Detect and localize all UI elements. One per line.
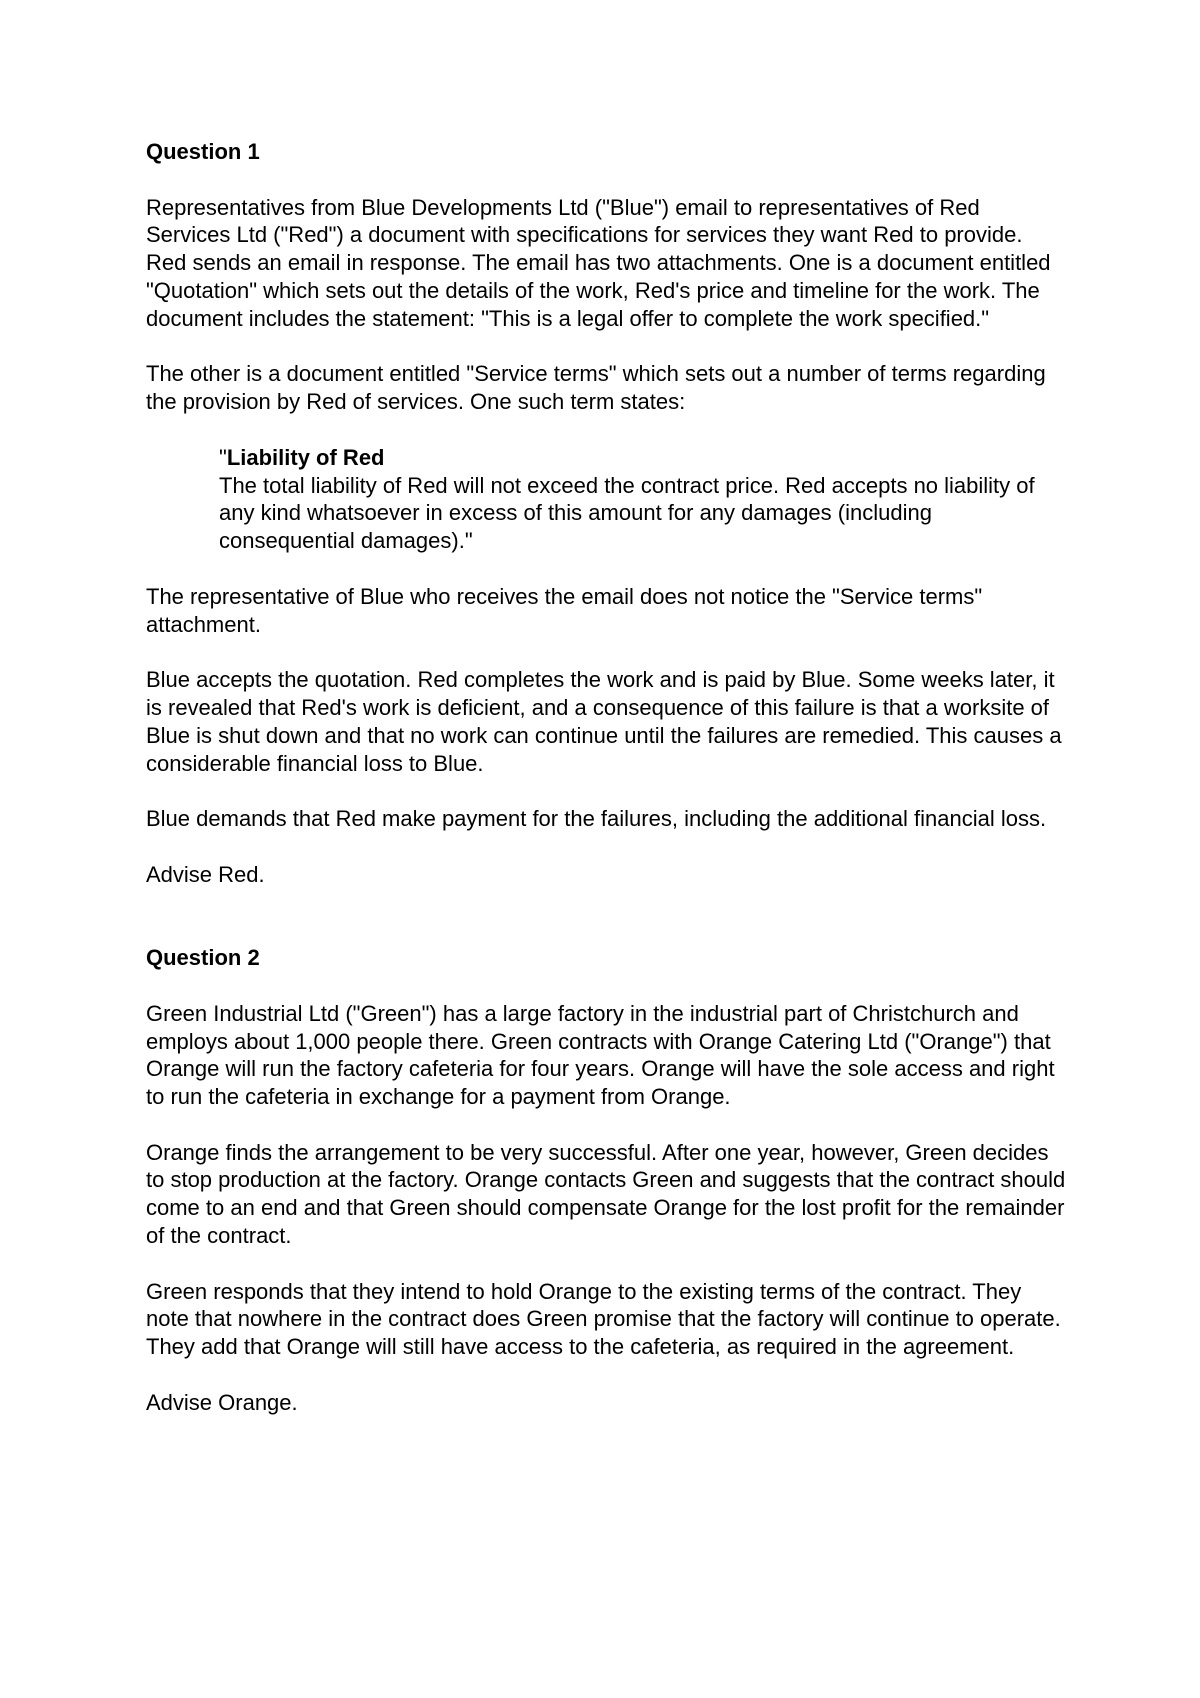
question-1-paragraph-3: The representative of Blue who receives the email does not notice the "Service terms" attachment. — [146, 583, 983, 637]
question-1-paragraph-1: Representatives from Blue Developments Ltd ("Blue") email to representatives of Red Services Ltd ("Red") a document with specifications for services they want Red to provide. Red sends an email in response. The email has two attachments. One is a document entitled "Quotation" which sets out the details of the work, Red's price and timeline for the work. The document includes the statement: "This is a legal offer to complete the work specified." — [146, 194, 1051, 331]
section-spacer — [146, 916, 1066, 944]
document-page — [146, 138, 1066, 1444]
question-1-instruction: Advise Red. — [146, 861, 265, 887]
liability-clause-body: The total liability of Red will not exceed the contract price. Red accepts no liability of any kind whatsoever in excess of this amount for any damages (including consequential damages)." — [219, 472, 1035, 554]
question-2-instruction: Advise Orange. — [146, 1389, 298, 1415]
question-2-paragraph-2: Orange finds the arrangement to be very successful. After one year, however, Green decides to stop production at the factory. Orange contacts Green and suggests that the contract should come to an end and that Green should compensate Orange for the lost profit for the remainder of the contract. — [146, 1139, 1066, 1249]
question-2-paragraph-1: Green Industrial Ltd ("Green") has a large factory in the industrial part of Christchurch and employs about 1,000 people there. Green contracts with Orange Catering Ltd ("Orange") that Orange will run the factory cafeteria for four years. Orange will have the sole access and right to run the cafeteria in exchange for a payment from Orange. — [146, 1000, 1055, 1110]
question-1-paragraph-2: The other is a document entitled "Service terms" which sets out a number of terms regarding the provision by Red of services. One such term states: — [146, 361, 1046, 415]
question-1-heading: Question 1 — [146, 139, 260, 164]
question-2-heading: Question 2 — [146, 945, 260, 971]
question-1-paragraph-4: Blue accepts the quotation. Red completes the work and is paid by Blue. Some weeks later, it is revealed that Red's work is deficient, and a consequence of this failure is that a worksite of Blue is shut down and that no work can continue until the failures are remedied. This causes a considerable financial loss to Blue. — [146, 667, 1062, 776]
quote-open-mark: " — [219, 444, 227, 470]
question-1-section — [146, 138, 1066, 889]
question-2-paragraph-3: Green responds that they intend to hold Orange to the existing terms of the contract. They note that nowhere in the contract does Green promise that the factory will continue to operate. They add that Orange will still have access to the cafeteria, as required in the agreement. — [146, 1278, 1061, 1360]
liability-clause-title: Liability of Red — [226, 444, 385, 470]
question-2-section — [146, 944, 1066, 1417]
liability-clause-quote — [219, 444, 1039, 555]
liability-clause-title-line — [219, 444, 1039, 472]
question-1-paragraph-5: Blue demands that Red make payment for the failures, including the additional financial loss. — [146, 806, 1047, 832]
